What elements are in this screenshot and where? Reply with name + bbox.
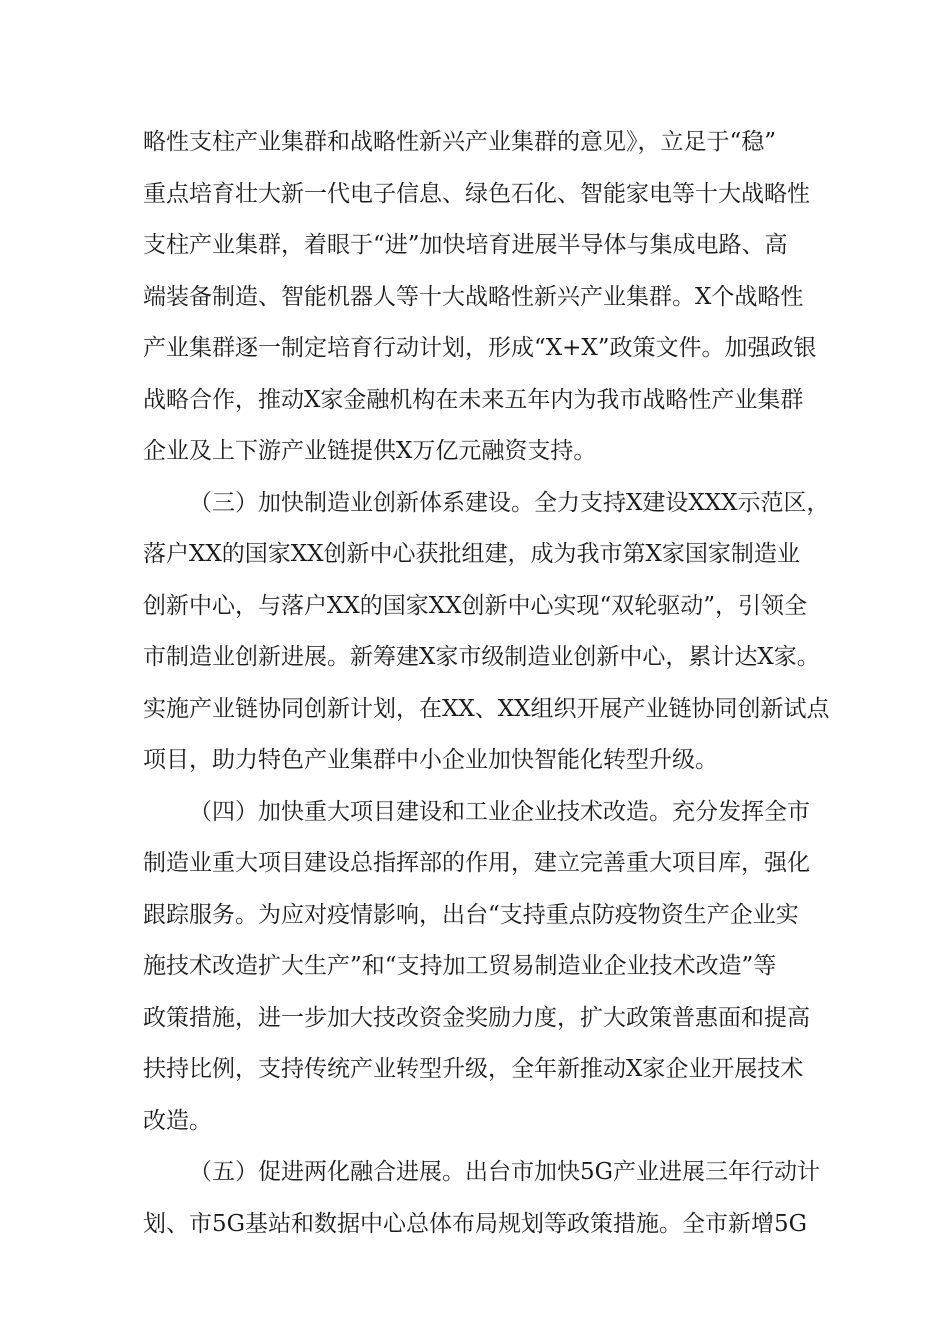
text-line: 支柱产业集群，着眼于“进”加快培育进展半导体与集成电路、高 xyxy=(143,232,788,258)
document-body xyxy=(143,117,833,1250)
text-line: 政策措施，进一步加大技改资金奖励力度，扩大政策普惠面和提高 xyxy=(143,1004,810,1031)
text-line: 跟踪服务。为应对疫情影响，出台“支持重点防疫物资生产企业实 xyxy=(143,901,799,928)
paragraph-first-line: （五）促进两化融合进展。出台市加快5G产业进展三年行动计 xyxy=(189,1159,821,1185)
paragraph-first-line: （三）加快制造业创新体系建设。全力支持X建设XXX示范区， xyxy=(189,489,830,516)
text-line: 战略合作，推动X家金融机构在未来五年内为我市战略性产业集群 xyxy=(143,386,804,413)
text-line: 略性支柱产业集群和战略性新兴产业集群的意见》，立足于“稳” xyxy=(143,129,777,155)
text-line: 重点培育壮大新一代电子信息、绿色石化、智能家电等十大战略性 xyxy=(143,180,810,207)
text-line: 扶持比例，支持传统产业转型升级，全年新推动X家企业开展技术 xyxy=(143,1056,804,1082)
text-line: 落户XX的国家XX创新中心获批组建，成为我市第X家国家制造业 xyxy=(143,541,800,567)
text-line: 制造业重大项目建设总指挥部的作用，建立完善重大项目库，强化 xyxy=(143,850,810,876)
text-line: 施技术改造扩大生产”和“支持加工贸易制造业企业技术改造”等 xyxy=(143,953,777,979)
text-line: 产业集群逐一制定培育行动计划，形成“X+X”政策文件。加强政银 xyxy=(143,335,817,361)
paragraph-first-line: （四）加快重大项目建设和工业企业技术改造。充分发挥全市 xyxy=(189,798,810,825)
text-line: 改造。 xyxy=(143,1107,212,1134)
text-line: 端装备制造、智能机器人等十大战略性新兴产业集群。X个战略性 xyxy=(143,283,804,310)
text-line: 企业及上下游产业链提供X万亿元融资支持。 xyxy=(143,438,597,464)
text-line: 市制造业创新进展。新筹建X家市级制造业创新中心，累计达X家。 xyxy=(143,644,820,670)
text-line: 划、市5G基站和数据中心总体布局规划等政策措施。全市新增5G xyxy=(143,1210,808,1237)
text-line: 创新中心，与落户XX的国家XX创新中心实现“双轮驱动”，引领全 xyxy=(143,592,808,619)
text-line: 实施产业链协同创新计划，在XX、XX组织开展产业链协同创新试点 xyxy=(143,695,830,722)
text-line: 项目，助力特色产业集群中小企业加快智能化转型升级。 xyxy=(143,747,718,773)
